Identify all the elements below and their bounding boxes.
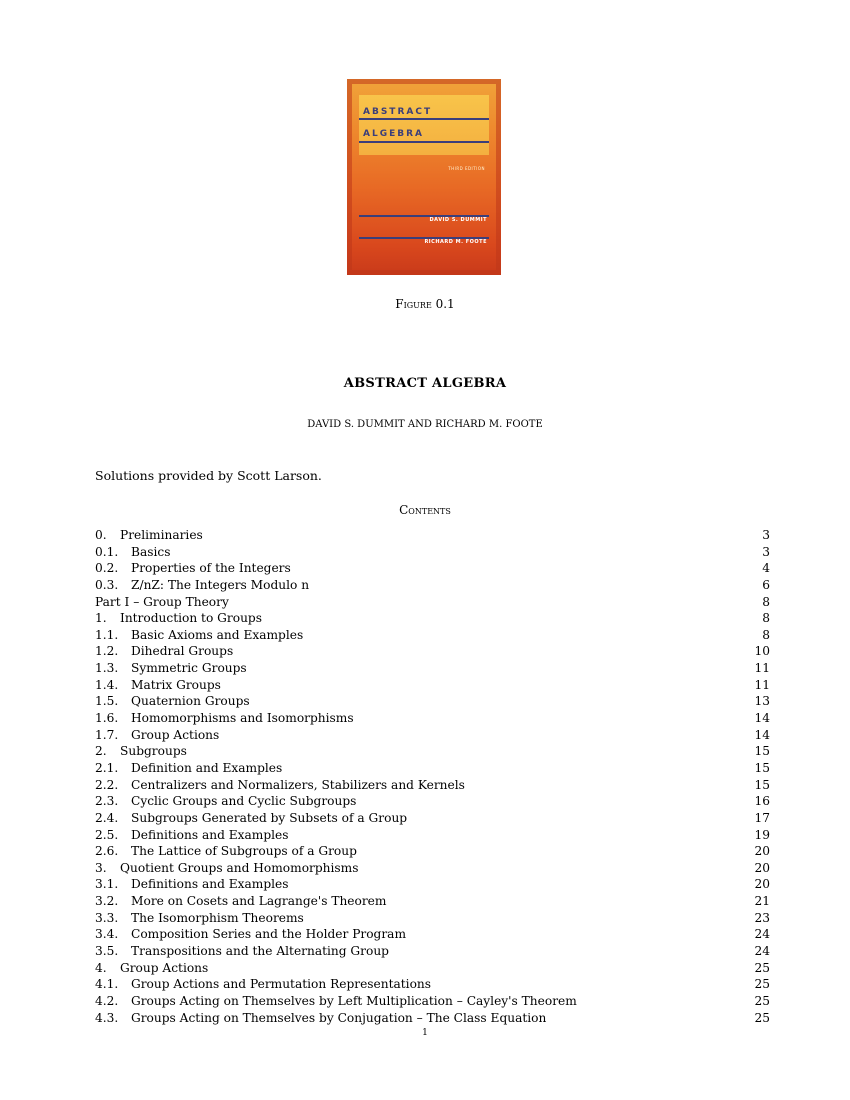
toc-entry[interactable]	[95, 827, 770, 844]
toc-entry-number: 4.	[95, 960, 107, 975]
toc-entry-page: 4	[762, 561, 770, 576]
toc-entry[interactable]	[95, 527, 770, 544]
toc-entry-number: 2.	[95, 744, 107, 759]
toc-entry[interactable]	[95, 843, 770, 860]
toc-entry[interactable]	[95, 993, 770, 1010]
toc-entry-title: Quaternion Groups	[131, 694, 250, 709]
toc-entry-page: 8	[762, 611, 770, 626]
toc-entry-title: Dihedral Groups	[131, 644, 234, 659]
solutions-credit: Solutions provided by Scott Larson.	[95, 468, 322, 483]
toc-entry[interactable]	[95, 643, 770, 660]
toc-entry[interactable]	[95, 860, 770, 877]
toc-entry[interactable]	[95, 893, 770, 910]
cover-title-line-2: ALGEBRA	[363, 129, 424, 139]
toc-entry[interactable]	[95, 693, 770, 710]
toc-entry[interactable]	[95, 810, 770, 827]
toc-entry-title: Group Actions	[120, 960, 209, 975]
toc-entry-title: More on Cosets and Lagrange's Theorem	[131, 894, 387, 909]
toc-entry-page: 16	[754, 794, 770, 809]
toc-entry-number: 3.4.	[95, 927, 119, 942]
toc-entry-page: 15	[754, 744, 770, 759]
toc-entry-page: 14	[754, 727, 770, 742]
toc-entry[interactable]	[95, 594, 770, 611]
toc-entry-title: Matrix Groups	[131, 677, 221, 692]
toc-entry-title: Symmetric Groups	[131, 661, 247, 676]
toc-entry-number: 1.2.	[95, 644, 119, 659]
toc-entry-title: Definition and Examples	[131, 760, 283, 775]
toc-entry-page: 3	[762, 528, 770, 542]
toc-entry-title: Basics	[131, 544, 171, 559]
toc-entry-title: Quotient Groups and Homomorphisms	[120, 860, 359, 875]
table-of-contents	[95, 527, 770, 1026]
toc-entry[interactable]	[95, 743, 770, 760]
toc-entry-title: Homomorphisms and Isomorphisms	[131, 711, 354, 726]
cover-edition: THIRD EDITION	[448, 166, 485, 171]
toc-entry-page: 14	[754, 711, 770, 726]
toc-entry-page: 15	[754, 777, 770, 792]
toc-entry-number: 1.7.	[95, 727, 119, 742]
toc-entry[interactable]	[95, 560, 770, 577]
toc-entry-title: Groups Acting on Themselves by Conjugation – The Class Equation	[131, 1010, 547, 1025]
cover-title-line-1: ABSTRACT	[363, 107, 433, 117]
contents-heading: Contents	[399, 503, 451, 517]
toc-entry-title: Transpositions and the Alternating Group	[131, 944, 389, 959]
toc-entry-title: Properties of the Integers	[131, 561, 291, 576]
toc-entry-page: 8	[762, 594, 770, 609]
toc-entry-title: Part I – Group Theory	[95, 594, 229, 609]
toc-entry-number: 2.3.	[95, 794, 119, 809]
toc-entry-title: The Lattice of Subgroups of a Group	[131, 844, 357, 859]
toc-entry-number: 0.	[95, 528, 107, 542]
toc-entry-title: Groups Acting on Themselves by Left Multiplication – Cayley's Theorem	[131, 993, 577, 1008]
toc-entry-number: 3.1.	[95, 877, 119, 892]
toc-entry[interactable]	[95, 1010, 770, 1027]
toc-entry[interactable]	[95, 926, 770, 943]
toc-entry-number: 0.1.	[95, 544, 119, 559]
toc-entry-page: 20	[754, 860, 770, 875]
cover-rule	[359, 141, 489, 143]
toc-entry-page: 11	[754, 661, 770, 676]
toc-entry-title: Definitions and Examples	[131, 877, 289, 892]
cover-author-1: DAVID S. DUMMIT	[429, 217, 487, 223]
toc-entry[interactable]	[95, 727, 770, 744]
toc-entry-page: 6	[762, 577, 770, 592]
toc-entry[interactable]	[95, 793, 770, 810]
toc-entry-page: 25	[754, 993, 770, 1008]
toc-entry-number: 4.2.	[95, 993, 119, 1008]
toc-entry-page: 25	[754, 977, 770, 992]
toc-entry[interactable]	[95, 627, 770, 644]
toc-entry-title: Z/nZ: The Integers Modulo n	[131, 577, 310, 592]
toc-entry-title: Subgroups Generated by Subsets of a Group	[131, 810, 408, 825]
toc-entry-page: 17	[754, 810, 770, 825]
toc-entry-page: 20	[754, 844, 770, 859]
toc-entry[interactable]	[95, 577, 770, 594]
document-title: ABSTRACT ALGEBRA	[343, 376, 507, 391]
toc-entry-number: 1.6.	[95, 711, 119, 726]
toc-entry-page: 21	[754, 894, 770, 909]
toc-entry-number: 2.2.	[95, 777, 119, 792]
toc-entry[interactable]	[95, 610, 770, 627]
toc-entry-page: 10	[754, 644, 770, 659]
toc-entry[interactable]	[95, 976, 770, 993]
toc-entry-number: 0.2.	[95, 561, 119, 576]
toc-entry-page: 8	[762, 627, 770, 642]
toc-entry-page: 24	[754, 927, 770, 942]
document-authors: DAVID S. DUMMIT AND RICHARD M. FOOTE	[307, 419, 543, 430]
toc-entry[interactable]	[95, 876, 770, 893]
toc-entry-number: 1.4.	[95, 677, 119, 692]
toc-entry-title: Group Actions and Permutation Representations	[131, 977, 432, 992]
toc-entry-number: 3.5.	[95, 944, 119, 959]
book-cover-image	[347, 79, 501, 275]
toc-entry-title: Basic Axioms and Examples	[131, 627, 304, 642]
toc-entry-number: 3.2.	[95, 894, 119, 909]
cover-title-band	[359, 95, 489, 155]
toc-entry-title: Group Actions	[131, 727, 220, 742]
toc-entry-number: 2.5.	[95, 827, 119, 842]
toc-entry-number: 1.5.	[95, 694, 119, 709]
toc-entry[interactable]	[95, 710, 770, 727]
toc-entry-page: 19	[754, 827, 770, 842]
toc-entry-page: 25	[754, 960, 770, 975]
toc-entry-page: 15	[754, 760, 770, 775]
cover-author-2: RICHARD M. FOOTE	[424, 239, 487, 245]
page-number: 1	[422, 1028, 428, 1038]
toc-entry-page: 20	[754, 877, 770, 892]
toc-entry[interactable]	[95, 910, 770, 927]
toc-entry-number: 1.	[95, 611, 107, 626]
toc-entry[interactable]	[95, 943, 770, 960]
toc-entry-title: Cyclic Groups and Cyclic Subgroups	[131, 794, 357, 809]
toc-entry[interactable]	[95, 677, 770, 694]
toc-entry[interactable]	[95, 960, 770, 977]
toc-entry-title: The Isomorphism Theorems	[131, 910, 304, 925]
toc-entry-number: 1.3.	[95, 661, 119, 676]
toc-entry-number: 1.1.	[95, 627, 119, 642]
toc-entry-page: 24	[754, 944, 770, 959]
toc-entry-number: 2.6.	[95, 844, 119, 859]
toc-entry[interactable]	[95, 760, 770, 777]
toc-entry[interactable]	[95, 777, 770, 794]
figure-caption: Figure 0.1	[395, 297, 455, 311]
toc-entry[interactable]	[95, 544, 770, 561]
toc-entry[interactable]	[95, 660, 770, 677]
toc-entry-title: Definitions and Examples	[131, 827, 289, 842]
toc-entry-page: 3	[762, 544, 770, 559]
toc-entry-number: 4.1.	[95, 977, 119, 992]
toc-entry-number: 0.3.	[95, 577, 119, 592]
toc-entry-number: 2.1.	[95, 760, 119, 775]
toc-entry-title: Preliminaries	[120, 528, 203, 542]
cover-rule	[359, 118, 489, 120]
toc-entry-page: 11	[754, 677, 770, 692]
toc-entry-title: Centralizers and Normalizers, Stabilizers and Kernels	[131, 777, 465, 792]
toc-entry-page: 23	[754, 910, 770, 925]
toc-entry-page: 25	[754, 1010, 770, 1025]
toc-entry-number: 4.3.	[95, 1010, 119, 1025]
toc-entry-title: Subgroups	[120, 744, 187, 759]
toc-entry-number: 3.	[95, 860, 107, 875]
toc-entry-number: 2.4.	[95, 810, 119, 825]
toc-entry-page: 13	[754, 694, 770, 709]
toc-entry-number: 3.3.	[95, 910, 119, 925]
toc-entry-title: Composition Series and the Holder Program	[131, 927, 407, 942]
toc-entry-title: Introduction to Groups	[120, 611, 262, 626]
